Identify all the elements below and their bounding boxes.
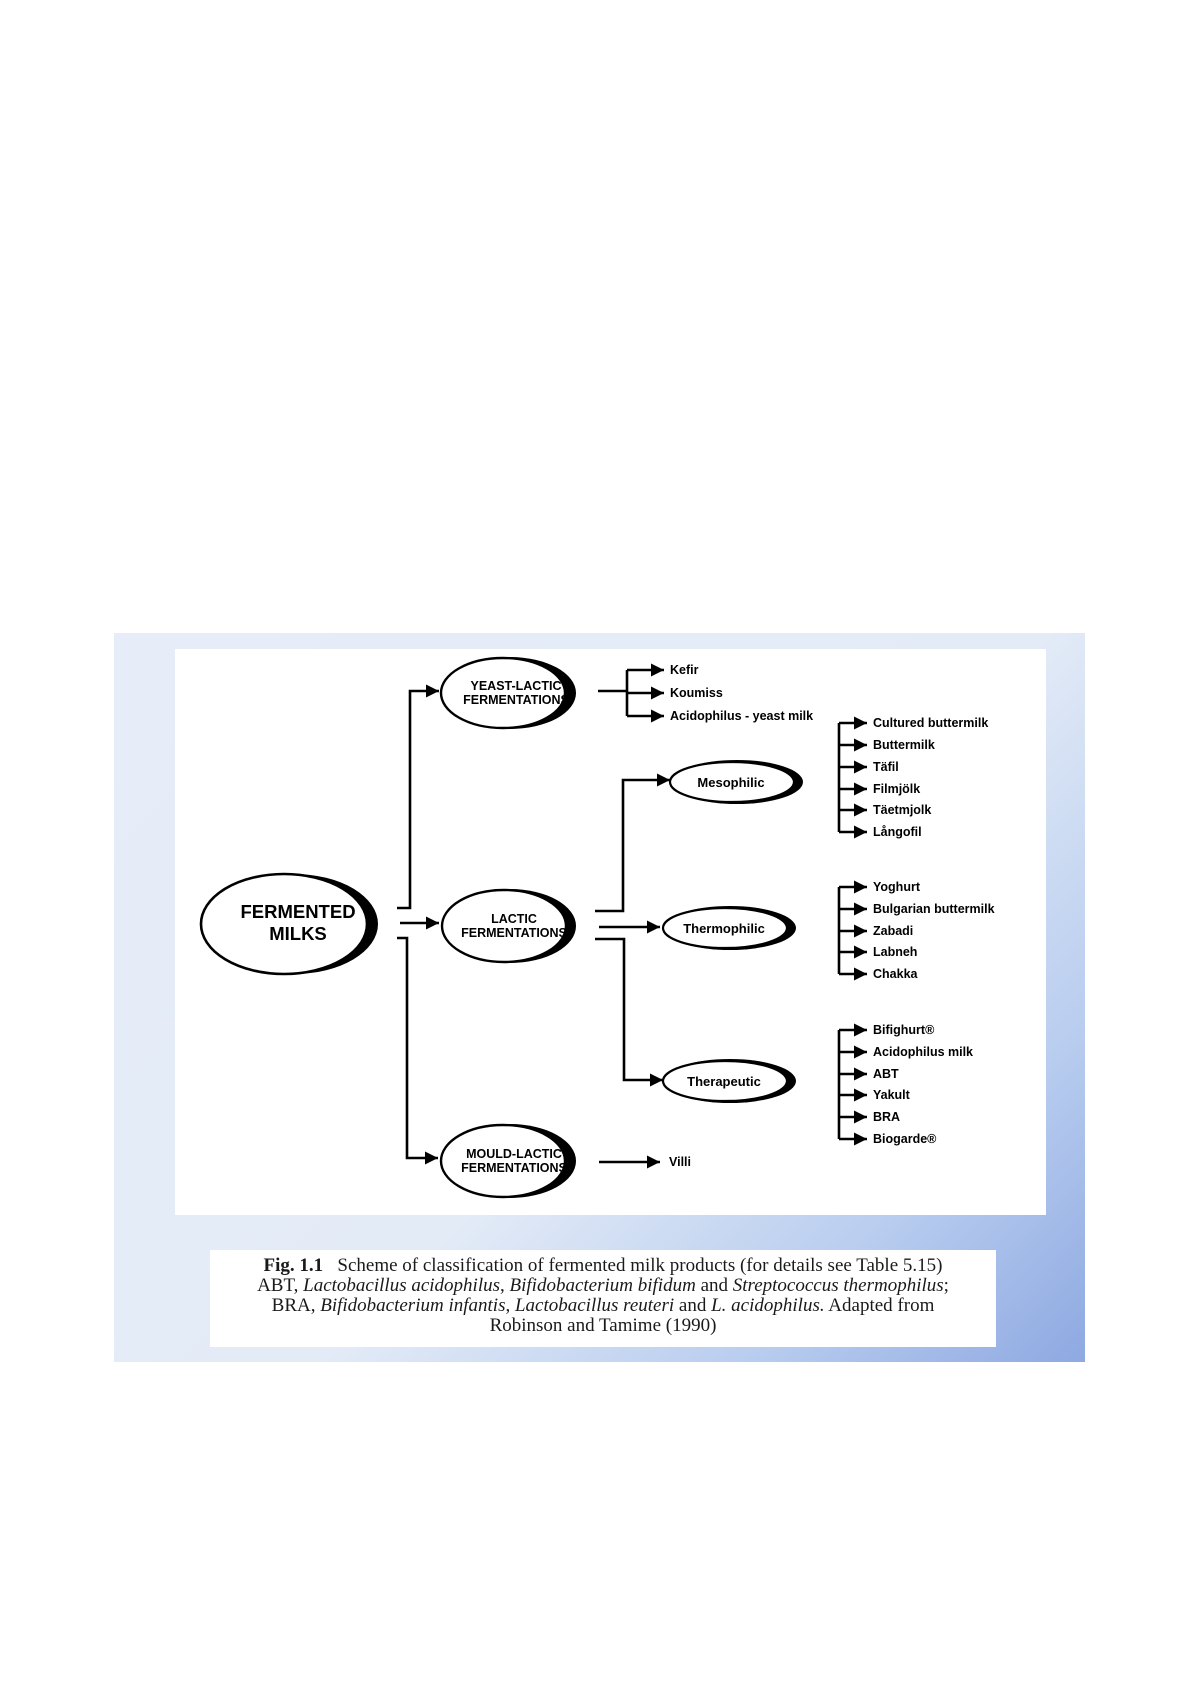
leaf-item: Yoghurt: [873, 880, 920, 894]
node-label: MOULD-LACTIC: [466, 1147, 562, 1161]
node-label: MILKS: [269, 923, 327, 944]
caption-line-2: [210, 1276, 996, 1296]
caption-segment: Adapted from: [824, 1295, 935, 1316]
edge-root-mould: [397, 938, 438, 1158]
edge-root-yeast: [397, 691, 439, 908]
node-label: Thermophilic: [683, 921, 765, 936]
caption-line-4: [210, 1316, 996, 1336]
leaf-item: Acidophilus - yeast milk: [670, 709, 814, 723]
leaf-item: Acidophilus milk: [873, 1045, 974, 1059]
node-mesophilic: [670, 760, 803, 804]
caption-segment: ,: [500, 1275, 510, 1296]
caption-line-3: [210, 1296, 996, 1316]
caption-segment: ;: [943, 1275, 949, 1296]
node-mould-lactic: [441, 1124, 576, 1198]
caption-segment: Bifidobacterium bifidum: [509, 1275, 696, 1296]
node-label: FERMENTATIONS: [461, 926, 567, 940]
figure-caption: [210, 1250, 996, 1347]
caption-segment: L. acidophilus.: [711, 1295, 825, 1316]
node-label: FERMENTATIONS: [463, 693, 569, 707]
caption-segment: ,: [505, 1295, 515, 1316]
node-label: Therapeutic: [687, 1074, 761, 1089]
leaf-item: ABT: [873, 1067, 899, 1081]
leaf-item: Bifighurt®: [873, 1023, 935, 1037]
edge-lactic-mesophilic: [595, 780, 670, 911]
caption-segment: Lactobacillus reuteri: [514, 1295, 675, 1316]
node-fermented-milks: [201, 874, 378, 974]
caption-source: Robinson and Tamime (1990): [489, 1315, 717, 1336]
node-therapeutic: [663, 1059, 796, 1103]
leaf-item: Biogarde®: [873, 1132, 937, 1146]
leaf-item: Zabadi: [873, 924, 914, 938]
caption-line-1: [210, 1256, 996, 1276]
figure-number: Fig. 1.1: [263, 1255, 324, 1276]
leaf-item: Yakult: [873, 1088, 910, 1102]
leaves-yeast-lactic: [670, 663, 813, 723]
leaf-item: Koumiss: [670, 686, 723, 700]
leaves-mesophilic: [873, 716, 988, 839]
caption-segment: Bifidobacterium infantis: [320, 1295, 506, 1316]
node-label: YEAST-LACTIC: [470, 679, 562, 693]
leaf-item: Villi: [669, 1155, 692, 1169]
caption-segment: Lactobacillus acidophilus: [303, 1275, 501, 1296]
node-label: LACTIC: [491, 912, 537, 926]
leaf-item: Bulgarian buttermilk: [873, 902, 995, 916]
caption-title: Scheme of classification of fermented milk products (for details see Table 5.15): [337, 1255, 943, 1276]
node-yeast-lactic: [441, 657, 576, 729]
leaf-item: Kefir: [670, 663, 699, 677]
leaf-item: Filmjölk: [873, 782, 921, 796]
caption-segment: and: [674, 1295, 712, 1316]
leaf-item: Täfil: [873, 760, 899, 774]
node-label: FERMENTATIONS: [461, 1161, 567, 1175]
caption-segment: ABT,: [257, 1275, 304, 1296]
leaves-mould-lactic: [669, 1155, 691, 1169]
leaf-item: Chakka: [873, 967, 918, 981]
leaf-item: BRA: [873, 1110, 901, 1124]
leaf-item: Buttermilk: [873, 738, 935, 752]
edge-lactic-therapeutic: [595, 939, 663, 1080]
caption-segment: Streptococcus thermophilus: [732, 1275, 944, 1296]
node-label: FERMENTED: [240, 901, 356, 922]
leaf-item: Täetmjolk: [873, 803, 932, 817]
leaf-item: Cultured buttermilk: [873, 716, 989, 730]
leaves-thermophilic: [873, 880, 995, 981]
caption-segment: and: [695, 1275, 733, 1296]
node-thermophilic: [663, 906, 796, 950]
leaf-item: Långofil: [873, 825, 922, 839]
leaves-therapeutic: [873, 1023, 973, 1146]
caption-segment: BRA,: [271, 1295, 321, 1316]
node-label: Mesophilic: [697, 775, 765, 790]
classification-diagram: [175, 649, 1046, 1215]
node-lactic: [442, 889, 576, 963]
leaf-item: Labneh: [873, 945, 918, 959]
